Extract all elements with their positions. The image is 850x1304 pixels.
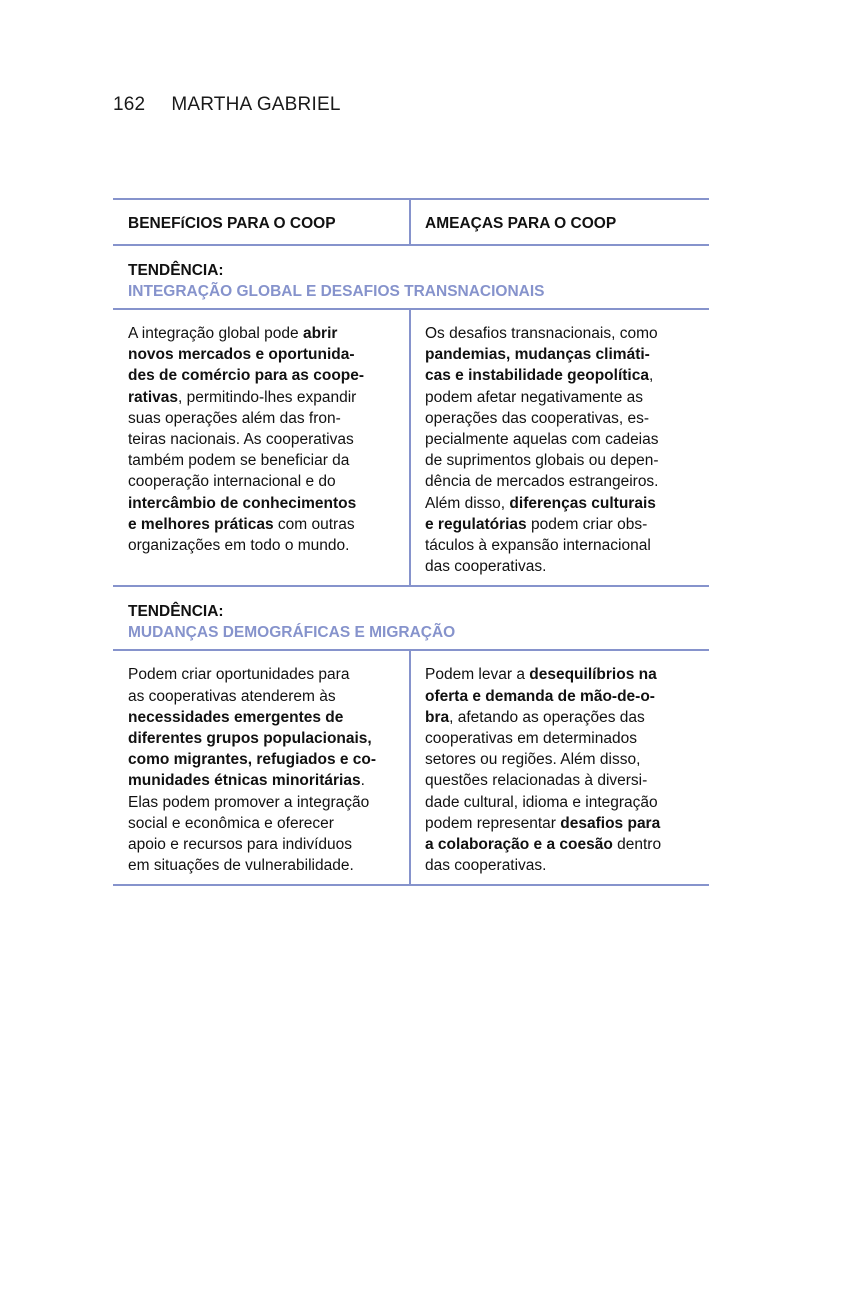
emphasis-text: pandemias, mudanças climáti- — [425, 346, 650, 364]
text-line — [128, 493, 401, 514]
text-line — [425, 429, 701, 450]
table-header-row — [113, 200, 709, 246]
body-text: pecialmente aquelas com cadeias — [425, 431, 659, 449]
text-line — [425, 450, 701, 471]
body-text: , permitindo-lhes expandir — [177, 388, 357, 406]
emphasis-text: des de comércio para as coope- — [128, 367, 365, 385]
text-line — [425, 514, 701, 535]
body-text: A integração global pode — [128, 325, 303, 342]
body-text: . — [360, 772, 365, 790]
trend-row-demographics — [113, 587, 709, 651]
text-line — [425, 535, 701, 556]
body-text: social e econômica e oferecer — [128, 814, 334, 832]
coop-trends-table — [113, 198, 709, 886]
body-text: operações das cooperativas, es- — [425, 409, 650, 427]
body-text: com outras — [273, 515, 355, 533]
text-line — [128, 387, 401, 408]
text-line — [128, 365, 401, 386]
body-text: apoio e recursos para indivíduos — [128, 836, 353, 854]
body-text: as cooperativas atenderem às — [128, 687, 336, 705]
text-line — [425, 770, 701, 791]
text-line — [128, 813, 401, 834]
body-text: , — [648, 367, 654, 385]
text-line — [128, 429, 401, 450]
content-row-demographics — [113, 651, 709, 886]
emphasis-text: diferentes grupos populacionais, — [128, 730, 372, 748]
text-line — [128, 323, 401, 344]
emphasis-text: desafios para — [560, 814, 661, 832]
column-header-benefits: BENEFíCIOS PARA O COOP — [113, 200, 411, 244]
text-line — [128, 855, 401, 876]
emphasis-text: cas e instabilidade geopolítica — [425, 367, 649, 385]
running-head — [113, 94, 341, 116]
body-text: de suprimentos globais ou depen- — [425, 452, 659, 470]
body-text: Podem criar oportunidades para — [128, 666, 350, 684]
text-line — [425, 344, 701, 365]
body-text: também podem se beneficiar da — [128, 452, 350, 470]
text-line — [425, 728, 701, 749]
emphasis-text: e regulatórias — [425, 515, 527, 533]
benefits-cell — [113, 651, 411, 884]
text-line — [425, 387, 701, 408]
text-line — [425, 664, 701, 685]
text-line — [425, 749, 701, 770]
emphasis-text: abrir — [302, 325, 338, 342]
text-line — [128, 344, 401, 365]
body-text: setores ou regiões. Além disso, — [425, 751, 641, 769]
text-line — [128, 749, 401, 770]
body-text: cooperação internacional e do — [128, 473, 336, 491]
body-text: Podem levar a — [425, 666, 530, 684]
body-text: dade cultural, idioma e integração — [425, 793, 658, 811]
text-line — [425, 855, 701, 876]
body-text: das cooperativas. — [425, 857, 547, 875]
text-line — [128, 707, 401, 728]
body-text: dência de mercados estrangeiros. — [425, 473, 659, 491]
text-line — [425, 707, 701, 728]
text-line — [425, 792, 701, 813]
text-line — [425, 834, 701, 855]
trend-title: MUDANÇAS DEMOGRÁFICAS E MIGRAÇÃO — [128, 624, 456, 642]
text-line — [128, 514, 401, 535]
trend-title: INTEGRAÇÃO GLOBAL E DESAFIOS TRANSNACIONAIS — [128, 283, 545, 300]
body-text: suas operações além das fron- — [128, 409, 341, 427]
text-line — [425, 408, 701, 429]
body-text: podem afetar negativamente as — [425, 388, 643, 406]
benefits-cell — [113, 310, 411, 585]
emphasis-text: a colaboração e a coesão — [425, 836, 613, 854]
body-text: Além disso, — [425, 494, 510, 512]
text-line — [128, 770, 401, 791]
body-text: em situações de vulnerabilidade. — [128, 857, 354, 875]
trend-label: TENDÊNCIA: — [128, 262, 224, 279]
emphasis-text: intercâmbio de conhecimentos — [128, 494, 357, 512]
text-line — [128, 408, 401, 429]
page-number: 162 — [113, 94, 146, 115]
body-text: questões relacionadas à diversi- — [425, 772, 648, 790]
body-text: das cooperativas. — [425, 558, 547, 576]
text-line — [128, 728, 401, 749]
emphasis-text: bra — [425, 708, 450, 726]
text-line — [425, 686, 701, 707]
threats-cell — [411, 310, 709, 585]
body-text: organizações em todo o mundo. — [128, 537, 350, 555]
text-line — [128, 792, 401, 813]
trend-label: TENDÊNCIA: — [128, 603, 224, 621]
emphasis-text: como migrantes, refugiados e co- — [128, 751, 377, 769]
text-line — [425, 471, 701, 492]
emphasis-text: e melhores práticas — [128, 515, 274, 533]
body-text: Elas podem promover a integração — [128, 793, 370, 811]
emphasis-text: diferenças culturais — [509, 494, 656, 512]
text-line — [425, 556, 701, 577]
body-text: cooperativas em determinados — [425, 730, 637, 748]
body-text: Os desafios transnacionais, como — [425, 325, 658, 342]
text-line — [425, 493, 701, 514]
emphasis-text: necessidades emergentes de — [128, 708, 344, 726]
text-line — [128, 664, 401, 685]
text-line — [425, 365, 701, 386]
text-line — [128, 834, 401, 855]
threats-cell — [411, 651, 709, 884]
text-line — [128, 450, 401, 471]
content-row-global-integration — [113, 310, 709, 587]
body-text: dentro — [612, 836, 662, 854]
trend-row-global-integration — [113, 246, 709, 310]
body-text: táculos à expansão internacional — [425, 537, 651, 555]
text-line — [425, 323, 701, 344]
body-text: podem criar obs- — [526, 515, 648, 533]
text-line — [128, 471, 401, 492]
emphasis-text: novos mercados e oportunida- — [128, 346, 355, 364]
column-header-threats: AMEAÇAS PARA O COOP — [425, 215, 617, 232]
text-line — [128, 686, 401, 707]
text-line — [128, 535, 401, 556]
body-text: , afetando as operações das — [449, 708, 645, 726]
text-line — [425, 813, 701, 834]
emphasis-text: desequilíbrios na — [529, 666, 657, 684]
author-name: MARTHA GABRIEL — [171, 94, 341, 115]
emphasis-text: munidades étnicas minoritárias — [128, 772, 361, 790]
body-text: teiras nacionais. As cooperativas — [128, 431, 354, 449]
body-text: podem representar — [425, 814, 561, 832]
emphasis-text: rativas — [128, 388, 178, 406]
emphasis-text: oferta e demanda de mão-de-o- — [425, 687, 655, 705]
